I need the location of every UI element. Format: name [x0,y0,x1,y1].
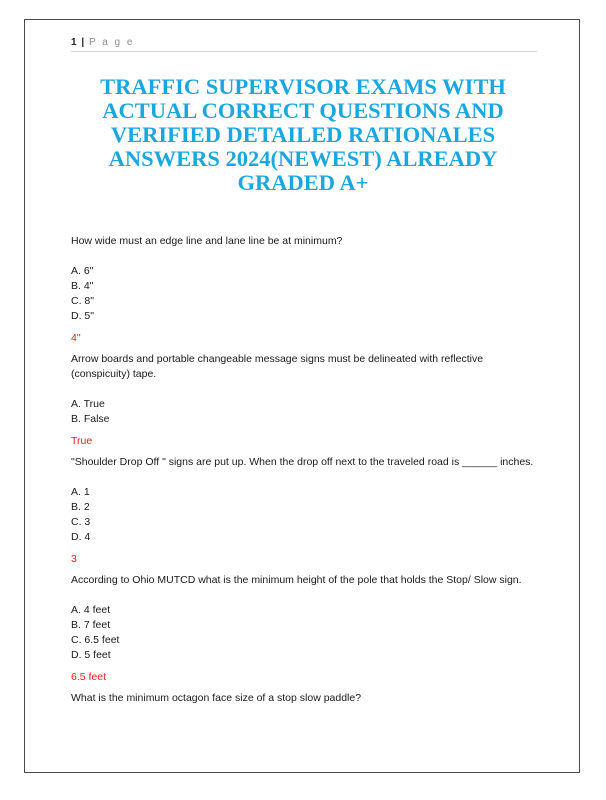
option: B. 7 feet [71,619,111,631]
option: D. 5 feet [71,649,111,661]
option: D. 4 [71,531,91,543]
question-text: According to Ohio MUTCD what is the minimum height of the pole that holds the Stop/ Slow sign. [71,574,522,586]
option: A. 6" [71,265,94,277]
question-text: What is the minimum octagon face size of a stop slow paddle? [71,692,362,704]
answer-text: 3 [71,553,77,565]
page-word: P a g e [88,37,135,48]
question-text: How wide must an edge line and lane line be at minimum? [71,235,343,247]
option: B. False [71,413,110,425]
page-number: 1 [71,37,77,48]
question-text: "Shoulder Drop Off " signs are put up. When the drop off next to the traveled road is ______ inches. [71,456,534,468]
option-list [71,264,541,324]
option: B. 4" [71,280,94,292]
question-block [71,352,541,449]
option: C. 8" [71,295,94,307]
page-header [71,37,537,52]
question-text: Arrow boards and portable changeable message signs must be delineated with reflective (conspicuity) tape. [71,353,484,380]
question-list [71,234,541,706]
answer-text: True [71,435,93,447]
option-list [71,397,541,427]
option: C. 6.5 feet [71,634,120,646]
answer-text: 4" [71,332,81,344]
option: C. 3 [71,516,91,528]
header-separator: | [81,37,85,48]
document-title: TRAFFIC SUPERVISOR EXAMS WITH ACTUAL CORRECT QUESTIONS AND VERIFIED DETAILED RATIONALES ANSWERS 2024(NEWEST) ALREADY GRADED A+ [100,74,506,195]
question-block [71,234,541,346]
option: A. 1 [71,486,90,498]
option: D. 5" [71,310,94,322]
option-list [71,485,541,545]
option-list [71,603,541,663]
question-block [71,455,541,567]
question-block [71,573,541,685]
option: B. 2 [71,501,90,513]
answer-text: 6.5 feet [71,671,107,683]
question-block [71,691,541,706]
option: A. True [71,398,105,410]
option: A. 4 feet [71,604,111,616]
